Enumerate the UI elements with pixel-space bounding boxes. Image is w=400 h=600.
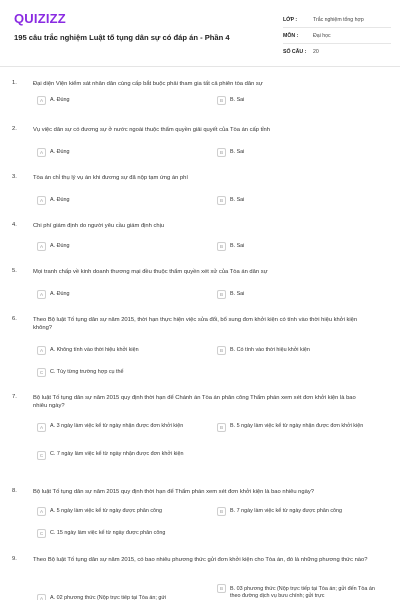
option-letter: B — [217, 242, 226, 251]
option-b[interactable] — [213, 582, 385, 600]
option-text: A. Đúng — [50, 291, 70, 297]
option-text: A. Đúng — [50, 97, 70, 103]
option-text: B. Sai — [230, 291, 245, 297]
option-letter: C — [37, 451, 46, 460]
option-a[interactable] — [33, 94, 198, 107]
option-text: A. Đúng — [50, 197, 70, 203]
option-letter: B — [217, 148, 226, 157]
question-text: Đại diện Viện kiểm sát nhân dân cùng cấp bắt buộc phải tham gia tất cả phiên tòa dân sự — [33, 81, 263, 87]
meta-value: 20 — [313, 49, 319, 55]
question-text: Chi phí giám định do người yêu cầu giám định chịu — [33, 223, 165, 229]
option-text: B. 03 phương thức (Nộp trực tiếp tại Tòa án; gửi đến Tòa án theo đường dịch vụ bưu chính; gửi trực — [230, 586, 375, 599]
option-text: B. 5 ngày làm việc kể từ ngày nhận được đơn khởi kiện — [230, 423, 364, 429]
option-letter: A — [37, 594, 46, 600]
option-letter: A — [37, 196, 46, 205]
option-c[interactable] — [33, 366, 198, 379]
meta-value: Trắc nghiệm tổng hợp — [313, 16, 364, 23]
quizizz-logo: QUIZIZZ — [14, 11, 66, 26]
option-b[interactable] — [213, 344, 378, 357]
option-text: A. Không tính vào thời hiệu khởi kiện — [50, 347, 139, 353]
meta-row-subject — [283, 28, 391, 44]
option-b[interactable] — [213, 194, 378, 207]
question-number: 1. — [12, 80, 17, 86]
option-text: A. 5 ngày làm việc kể từ ngày được phân công — [50, 508, 163, 514]
option-a[interactable] — [33, 344, 198, 357]
question-text: Theo Bộ luật Tố tụng dân sự năm 2015, có bao nhiêu phương thức gửi đơn khởi kiện cho Tòa án, đó là những phương thức nào? — [33, 557, 368, 563]
question-number: 5. — [12, 268, 17, 274]
option-b[interactable] — [213, 146, 378, 159]
option-letter: A — [37, 290, 46, 299]
option-text: B. Sai — [230, 97, 245, 103]
option-text: C. Tùy từng trường hợp cụ thể — [50, 369, 124, 375]
option-b[interactable] — [213, 288, 378, 301]
meta-row-count — [283, 44, 391, 60]
option-letter: B — [217, 346, 226, 355]
option-letter: A — [37, 346, 46, 355]
question-text: Bộ luật Tố tụng dân sự năm 2015 quy định thời hạn để Thẩm phán xem xét đơn khởi kiện là bao nhiêu ngày? — [33, 489, 314, 495]
option-c[interactable] — [33, 527, 198, 540]
meta-label: SỐ CÂU : — [283, 49, 307, 55]
header-divider — [0, 66, 400, 67]
question-text: Vụ việc dân sự có đương sự ở nước ngoài thuộc thẩm quyền giải quyết của Tòa án cấp tỉnh — [33, 127, 270, 133]
option-a[interactable] — [33, 505, 198, 518]
option-letter: B — [217, 584, 226, 593]
option-letter: C — [37, 529, 46, 538]
worksheet-header — [0, 0, 400, 62]
option-text: B. Có tính vào thời hiệu khởi kiện — [230, 347, 310, 353]
option-b[interactable] — [213, 505, 385, 518]
option-b[interactable] — [213, 94, 378, 107]
option-text: A. 3 ngày làm việc kể từ ngày nhận được đơn khởi kiện — [50, 423, 184, 429]
option-b[interactable] — [213, 421, 385, 441]
option-text: A. 02 phương thức (Nộp trực tiếp tại Tòa án; gửi — [50, 595, 167, 600]
option-letter: A — [37, 507, 46, 516]
option-letter: B — [217, 290, 226, 299]
question-text: Theo Bộ luật Tố tụng dân sự năm 2015, thời hạn thực hiện việc sửa đổi, bổ sung đơn khởi kiện có tính vào thời hiệu khởi kiện không? — [33, 317, 358, 332]
option-letter: B — [217, 196, 226, 205]
question-text: Mọi tranh chấp về kinh doanh thương mại đều thuộc thẩm quyền xét xử của Tòa án dân sự — [33, 269, 268, 275]
option-text: A. Đúng — [50, 149, 70, 155]
option-text: B. Sai — [230, 197, 245, 203]
meta-value: Đại học — [313, 32, 331, 39]
question-number: 3. — [12, 174, 17, 180]
option-text: C. 7 ngày làm việc kể từ ngày nhận được đơn khởi kiện — [50, 451, 184, 457]
option-letter: A — [37, 96, 46, 105]
option-text: C. 15 ngày làm việc kể từ ngày được phân công — [50, 530, 166, 536]
worksheet-title: 195 câu trắc nghiệm Luật tố tụng dân sự có đáp án - Phần 4 — [14, 33, 230, 42]
option-letter: A — [37, 148, 46, 157]
option-letter: B — [217, 423, 226, 432]
option-letter: B — [217, 507, 226, 516]
worksheet-meta — [283, 12, 391, 60]
option-text: B. Sai — [230, 149, 245, 155]
question-text: Bộ luật Tố tụng dân sự năm 2015 quy định thời hạn để Chánh án Tòa án phân công Thẩm phán xem xét đơn khởi kiện là bao nhiêu ngày? — [33, 395, 356, 410]
meta-row-class — [283, 12, 391, 28]
option-letter: A — [37, 242, 46, 251]
question-number: 2. — [12, 126, 17, 132]
option-a[interactable] — [33, 592, 198, 600]
option-a[interactable] — [33, 288, 198, 301]
meta-label: LỚP : — [283, 16, 298, 23]
question-number: 9. — [12, 556, 17, 562]
question-number: 7. — [12, 394, 17, 400]
question-number: 8. — [12, 488, 17, 494]
option-text: B. Sai — [230, 243, 245, 249]
option-a[interactable] — [33, 240, 198, 253]
option-b[interactable] — [213, 240, 378, 253]
option-a[interactable] — [33, 146, 198, 159]
option-a[interactable] — [33, 194, 198, 207]
option-c[interactable] — [33, 449, 198, 469]
option-a[interactable] — [33, 421, 198, 441]
option-letter: C — [37, 368, 46, 377]
option-letter: A — [37, 423, 46, 432]
question-text: Tòa án chỉ thụ lý vụ án khi đương sự đã nộp tạm ứng án phí — [33, 175, 188, 181]
option-text: A. Đúng — [50, 243, 70, 249]
question-number: 6. — [12, 316, 17, 322]
question-number: 4. — [12, 222, 17, 228]
meta-label: MÔN : — [283, 32, 299, 39]
option-text: B. 7 ngày làm việc kể từ ngày được phân công — [230, 508, 343, 514]
option-letter: B — [217, 96, 226, 105]
